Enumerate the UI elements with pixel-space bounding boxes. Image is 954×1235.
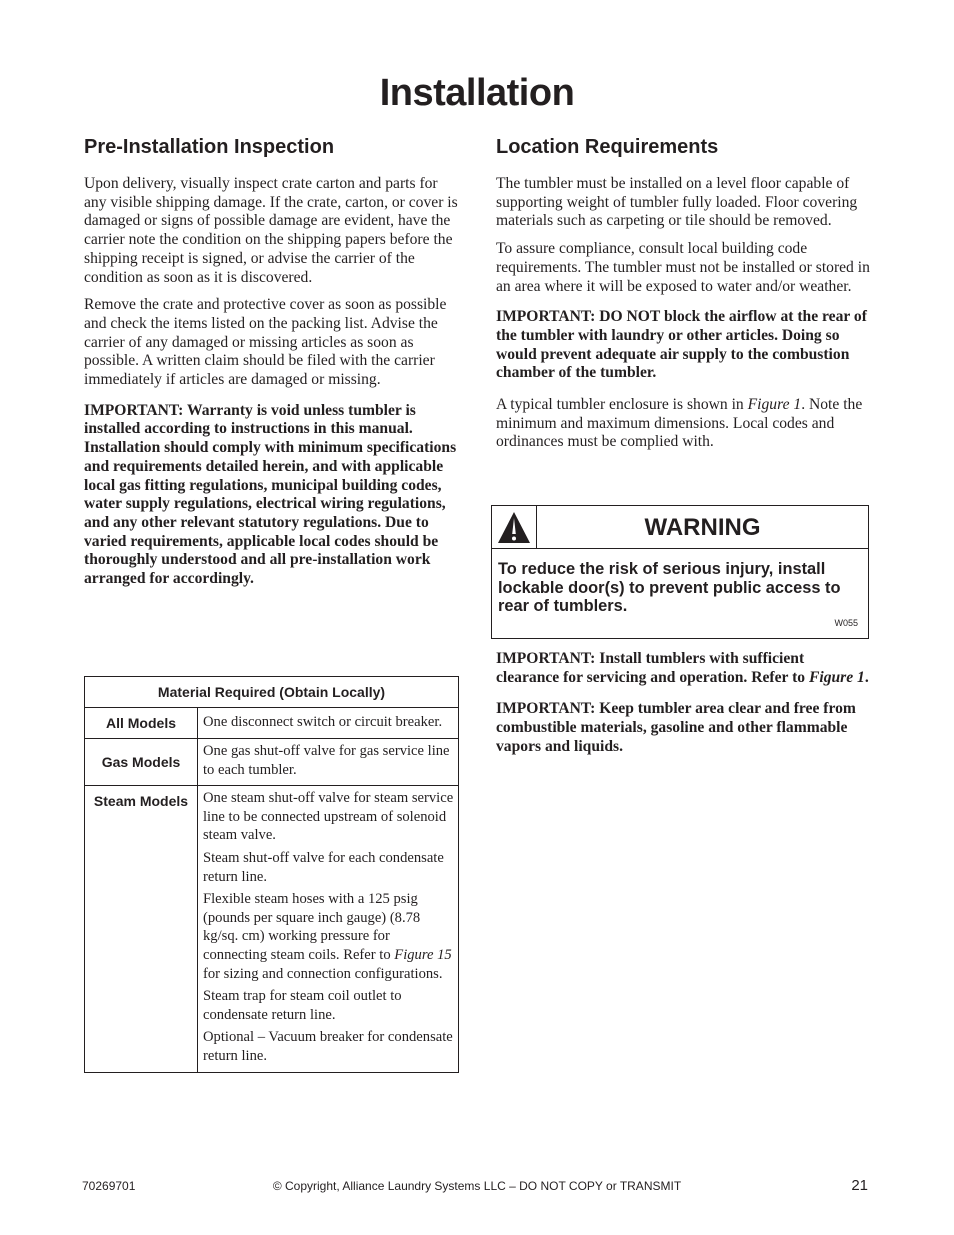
- gas-models-label: Gas Models: [85, 739, 198, 786]
- table-header-row: [85, 677, 459, 708]
- page-number: 21: [851, 1177, 868, 1194]
- location-paragraph-2: To assure compliance, consult local building code requirements. The tumbler must not be installed or stored in an area where it will be exposed to water and/or weather.: [496, 240, 870, 295]
- location-paragraph-3-text: . Note the minimum and maximum dimensions. Local codes and ordinances must be complied with.: [496, 396, 863, 451]
- warning-title: WARNING: [644, 514, 761, 541]
- steam-item: [203, 890, 455, 983]
- pre-installation-paragraph-2: Remove the crate and protective cover as soon as possible and check the items listed on the packing list. Advise the carrier of any damaged or missing articles as soon as possible. A written claim should be filed with the carrier immediately if articles are damaged or missing.: [84, 296, 447, 389]
- location-important-notes: [496, 650, 870, 770]
- location-section: [496, 133, 870, 461]
- airflow-important-note: IMPORTANT: DO NOT block the airflow at the rear of the tumbler with laundry or other articles. Doing so would prevent adequate air supply to the combustion chamber of the tumbler.: [496, 308, 867, 382]
- gas-models-item: One gas shut-off valve for gas service line to each tumbler.: [198, 739, 459, 786]
- warning-box: [491, 505, 869, 639]
- clearance-note-text: IMPORTANT: Install tumblers with sufficient clearance for servicing and operation. Refer to: [496, 650, 809, 686]
- warning-header: [492, 506, 868, 549]
- copyright-notice: © Copyright, Alliance Laundry Systems LLC – DO NOT COPY or TRANSMIT: [272, 1179, 682, 1193]
- location-paragraph-3: [496, 396, 870, 452]
- all-models-label: All Models: [85, 708, 198, 739]
- warning-code: W055: [834, 618, 858, 628]
- steam-item: Optional – Vacuum breaker for condensate return line.: [203, 1029, 453, 1064]
- location-paragraph-1: The tumbler must be installed on a level floor capable of supporting weight of tumbler fully loaded. Floor covering materials such as carpeting or tile should be removed.: [496, 175, 858, 230]
- material-required-table: [84, 676, 459, 1073]
- clearance-note-text: .: [864, 668, 869, 686]
- warning-icon-cell: [492, 506, 537, 548]
- pre-installation-heading: Pre-Installation Inspection: [84, 136, 335, 158]
- steam-models-items: [198, 786, 459, 1072]
- warning-text: To reduce the risk of serious injury, install lockable door(s) to prevent public access to rear of tumblers.: [498, 560, 841, 616]
- figure-reference: Figure 15: [394, 946, 452, 963]
- page-title: Installation: [379, 72, 575, 114]
- figure-reference: Figure 1: [747, 396, 802, 414]
- table-row: [85, 786, 459, 1072]
- all-models-item: One disconnect switch or circuit breaker.: [198, 708, 459, 739]
- clearance-important-note: [496, 650, 870, 687]
- warranty-important-note: IMPORTANT: Warranty is void unless tumbler is installed according to instructions in this manual. Installation should comply with minimum specifications and requirements detailed herein, and with applicable local gas fitting regulations, municipal building codes, water supply regulations, electrical wiring regulations, and any other relevant statutory regulations. Due to varied requirements, applicable local codes should be thoroughly understood and all pre-installation work arranged for accordingly.: [84, 401, 457, 588]
- steam-item-text: Flexible steam hoses with a 125 psig (pounds per square inch gauge) (8.78 kg/sq. cm) working pressure for connecting steam coils. Refer to: [203, 891, 421, 963]
- steam-item: Steam trap for steam coil outlet to condensate return line.: [203, 988, 402, 1023]
- steam-item: One steam shut-off valve for steam service line to be connected upstream of solenoid steam valve.: [203, 790, 454, 844]
- pre-installation-section: [84, 133, 458, 602]
- steam-item-text: for sizing and connection configurations.: [203, 965, 443, 982]
- steam-item: Steam shut-off valve for each condensate return line.: [203, 849, 444, 885]
- combustibles-important-note: IMPORTANT: Keep tumbler area clear and free from combustible materials, gasoline and other flammable vapors and liquids.: [496, 700, 856, 755]
- table-row: [85, 739, 459, 786]
- location-paragraph-3-text: A typical tumbler enclosure is shown in: [496, 396, 748, 414]
- steam-models-label: Steam Models: [85, 786, 198, 1072]
- table-row: [85, 708, 459, 739]
- location-heading: Location Requirements: [496, 136, 719, 158]
- document-number: 70269701: [82, 1179, 136, 1193]
- warning-triangle-icon: [497, 510, 531, 544]
- figure-reference: Figure 1: [808, 668, 865, 686]
- pre-installation-paragraph-1: Upon delivery, visually inspect crate carton and parts for any visible shipping damage. If the crate, carton, or cover is damaged or signs of possible damage are evident, have the carrier note the condition on the shipping papers before the shipping receipt is signed, or advise the carrier of the condition as soon as it is discovered.: [84, 175, 458, 286]
- material-table-header: Material Required (Obtain Locally): [85, 677, 459, 708]
- page-footer: [0, 1178, 954, 1194]
